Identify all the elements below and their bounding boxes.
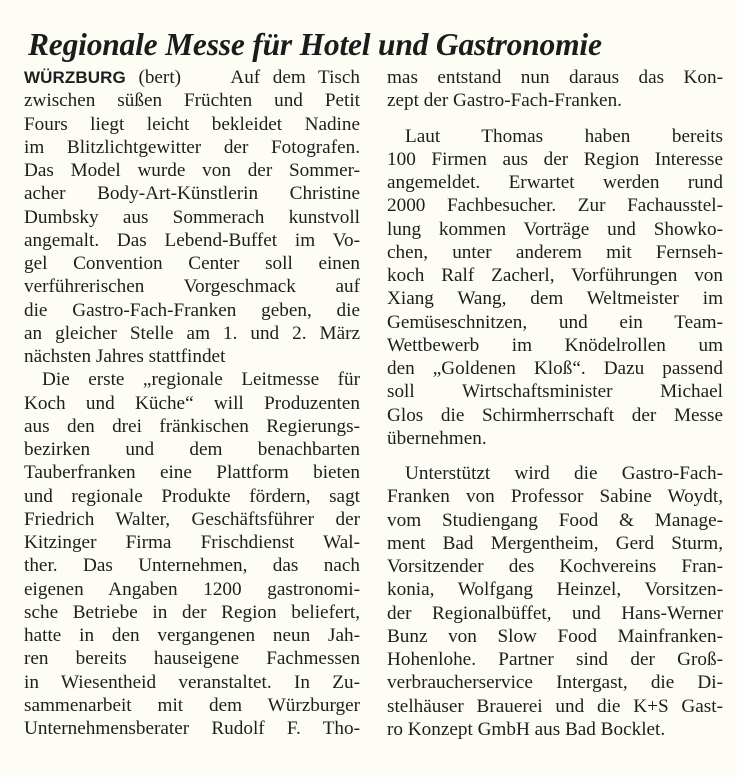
article-headline: Regionale Messe für Hotel und Gastronomie [28,27,602,63]
article-line: ro Konzept GmbH aus Bad Bocklet. [387,718,666,740]
paragraph-gap [387,113,723,125]
article-line: mas entstand nun daraus das Kon- [387,67,723,88]
article-line: Laut Thomas haben bereits [405,125,723,147]
article-text: Auf dem Tisch [230,67,360,88]
article-line: hatte in den vergangenen neun Jah- [24,625,360,646]
article-line: Wettbewerb im Knödelrollen um [387,334,723,356]
article-line: angemeldet. Erwartet werden rund [387,172,723,193]
article-line: Bunz von Slow Food Mainfranken- [387,625,723,647]
article-line: koch Ralf Zacherl, Vorführungen von [387,265,723,286]
article-line: im Blitzlichtgewitter der Fotografen. [24,136,360,158]
article-line: übernehmen. [387,427,487,449]
article-line: Das Model wurde von der Sommer- [24,160,360,181]
article-line: Unterstützt wird die Gastro-Fach- [405,463,723,484]
article-line: bezirken und dem benachbarten [24,439,360,460]
author-tag: (bert) [138,67,182,88]
article-line: sammenarbeit mit dem Würzburger [24,694,360,716]
article-line: nächsten Jahres stattfindet [24,346,226,367]
article-line: lung kommen Vorträge und Showko- [387,218,723,240]
article-line: angemalt. Das Lebend-Buffet im Vo- [24,229,360,251]
article-line: Xiang Wang, dem Weltmeister im [387,288,723,310]
article-line: verführerischen Vorgeschmack auf [24,276,360,298]
article-line: ment Bad Mergentheim, Gerd Sturm, [387,532,723,554]
article-line: den „Goldenen Kloß“. Dazu passend [387,358,723,379]
article-line: verbraucherservice Intergast, die Di- [387,672,723,694]
article-line: Unternehmensberater Rudolf F. Tho- [24,718,360,739]
article-line: zept der Gastro-Fach-Franken. [387,90,622,112]
article-line: konia, Wolfgang Heinzel, Vorsitzen- [387,579,723,601]
article-column-right [387,66,723,741]
article-line: Dumbsky aus Sommerach kunstvoll [24,206,360,228]
article-line: und regionale Produkte fördern, sagt [24,485,360,507]
article-line: vom Studiengang Food & Manage- [387,509,723,531]
paragraph-gap [387,450,723,462]
dateline: WÜRZBURG [24,68,126,87]
article-line: Franken von Professor Sabine Woydt, [387,486,723,508]
article-line: der Regionalbüffet, und Hans-Werner [387,602,723,624]
article-line: 2000 Fachbesucher. Zur Fachausstel- [387,195,723,217]
article-column-left [24,66,360,740]
article-line: zwischen süßen Früchten und Petit [24,90,360,112]
article-line: Friedrich Walter, Geschäftsführer der [24,508,360,530]
article-line: chen, unter anderem mit Fernseh- [387,241,723,263]
article-line [24,66,360,89]
article-line: Koch und Küche“ will Produzenten [24,392,360,414]
article-line: die Gastro-Fach-Franken geben, die [24,299,360,321]
article-line: soll Wirtschaftsminister Michael [387,381,723,403]
article-line: Gemüseschnitzen, und ein Team- [387,311,723,333]
article-line: sche Betriebe in der Region beliefert, [24,601,360,623]
article-line: Die erste „regionale Leitmesse für [42,369,360,391]
article-line: Vorsitzender des Kochvereins Fran- [387,556,723,577]
article-line: ther. Das Unternehmen, das nach [24,555,360,577]
article-line: Hohenlohe. Partner sind der Groß- [387,649,723,670]
article-line: an gleicher Stelle am 1. und 2. März [24,322,360,344]
article-line: stelhäuser Brauerei und die K+S Gast- [387,695,723,717]
article-line: Tauberfranken eine Plattform bieten [24,462,360,484]
article-line: Glos die Schirmherrschaft der Messe [387,404,723,426]
article-line: eigenen Angaben 1200 gastronomi- [24,578,360,600]
article-line: Kitzinger Firma Frischdienst Wal- [24,532,360,553]
article-line: gel Convention Center soll einen [24,253,360,274]
article-line: Fours liegt leicht bekleidet Nadine [24,113,360,135]
article-line: ren bereits hauseigene Fachmessen [24,648,360,670]
article-line: aus den drei fränkischen Regierungs- [24,415,360,437]
article-line: in Wiesentheid veranstaltet. In Zu- [24,671,360,693]
article-line: acher Body-Art-Künstlerin Christine [24,183,360,205]
article-line: 100 Firmen aus der Region Interesse [387,148,723,170]
